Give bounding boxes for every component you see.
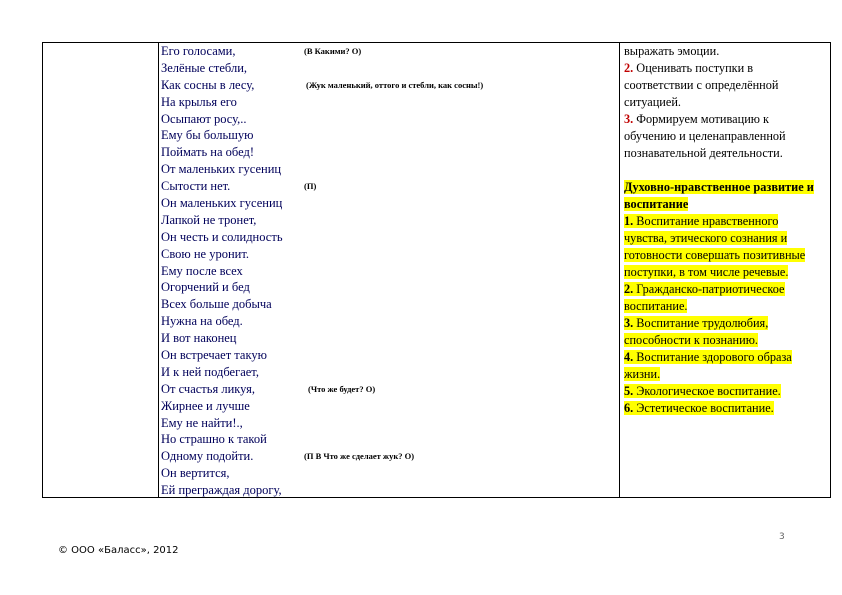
poem-line <box>161 415 616 432</box>
education-text: Экологическое воспитание. <box>633 384 781 398</box>
poem-line-text: И к ней подбегает, <box>161 364 259 379</box>
poem-line <box>161 313 616 330</box>
poem-line <box>161 161 616 178</box>
poem-line-text: Огорчений и бед <box>161 280 250 295</box>
poem-line <box>161 431 616 448</box>
teacher-note: (Жук маленький, оттого и стебли, как сосны!) <box>306 79 484 90</box>
education-list <box>624 213 820 417</box>
education-item <box>624 281 820 315</box>
education-text: Эстетическое воспитание. <box>633 401 774 415</box>
poem-line-text: От маленьких гусениц <box>161 162 282 177</box>
poem-line-text: Ей преграждая дорогу, <box>161 483 282 498</box>
poem-line <box>161 465 616 482</box>
poem-line-text: Он честь и солидность <box>161 229 283 244</box>
goal-item <box>624 60 820 111</box>
goal-number: 3. <box>624 112 634 126</box>
education-item <box>624 383 820 400</box>
poem-line-text: Одному подойти. <box>161 449 254 464</box>
poem-line-text: Зелёные стебли, <box>161 60 248 75</box>
poem-line <box>161 246 616 263</box>
poem-line-text: Ему не найти!., <box>161 415 243 430</box>
poem-line <box>161 229 616 246</box>
education-number: 2. <box>624 282 634 296</box>
poem-line <box>161 178 616 195</box>
teacher-note: (Что же будет? О) <box>308 383 376 394</box>
poem-line-text: И вот наконец <box>161 331 237 346</box>
education-number: 4. <box>624 350 634 364</box>
goal-number: 2. <box>624 61 634 75</box>
poem-line-text: Его голосами, <box>161 44 236 58</box>
poem-line-text: Ему после всех <box>161 263 243 278</box>
poem-line <box>161 263 616 280</box>
section-heading: Духовно-нравственное развитие и воспитание <box>624 180 814 211</box>
education-item <box>624 213 820 281</box>
poem-line-text: Свою не уронит. <box>161 246 250 261</box>
teacher-note: (П В Что же сделает жук? О) <box>304 451 415 462</box>
education-text: Гражданско-патриотическое воспитание. <box>624 282 785 313</box>
goal-item <box>624 111 820 162</box>
goal-item <box>624 43 820 60</box>
poem-line-text: Ему бы большую <box>161 128 254 143</box>
poem-line-text: Сытости нет. <box>161 179 231 194</box>
education-text: Воспитание здорового образа жизни. <box>624 350 792 381</box>
education-number: 3. <box>624 316 634 330</box>
poem-line <box>161 381 616 398</box>
poem-column <box>161 43 616 499</box>
goal-text: Оценивать поступки в соответствии с определённой ситуацией. <box>624 61 779 109</box>
poem-line <box>161 127 616 144</box>
poem-line <box>161 347 616 364</box>
poem-line-text: Он маленьких гусениц <box>161 196 283 211</box>
poem-line <box>161 77 616 94</box>
poem-line-text: Поймать на обед! <box>161 145 255 160</box>
poem-line-text: От счастья ликуя, <box>161 381 255 396</box>
poem-line <box>161 212 616 229</box>
goal-text: выражать эмоции. <box>624 44 720 58</box>
poem-line-text: Всех больше добыча <box>161 297 272 312</box>
poem-line-text: Лапкой не тронет, <box>161 212 257 227</box>
page-number: 3 <box>779 532 785 542</box>
poem-line-text: Но страшно к такой <box>161 432 267 447</box>
education-text: Воспитание нравственного чувства, этического сознания и готовности совершать позитивные поступки, в том числе речевые. <box>624 214 806 279</box>
education-item <box>624 315 820 349</box>
copyright-footer: © ООО «Баласс», 2012 <box>58 545 179 556</box>
education-item <box>624 349 820 383</box>
education-text: Воспитание трудолюбия, способности к познанию. <box>624 316 769 347</box>
poem-line <box>161 94 616 111</box>
poem-line-text: Нужна на обед. <box>161 314 243 329</box>
education-item <box>624 400 820 417</box>
poem-line-text: Жирнее и лучше <box>161 398 250 413</box>
poem-line <box>161 279 616 296</box>
poem-line-text: Он вертится, <box>161 466 230 481</box>
poem-line-text: Как сосны в лесу, <box>161 77 255 92</box>
education-number: 1. <box>624 214 634 228</box>
education-number: 6. <box>624 401 634 415</box>
goals-column <box>624 43 820 417</box>
teacher-note: (В Какими? О) <box>304 46 362 56</box>
teacher-note: (П) <box>304 181 317 192</box>
poem-line-text: Он встречает такую <box>161 348 267 363</box>
column-divider-left <box>158 42 159 498</box>
poem-line <box>161 330 616 347</box>
poem-line <box>161 296 616 313</box>
poem-line <box>161 43 616 60</box>
poem-line <box>161 111 616 128</box>
poem-line <box>161 195 616 212</box>
goals-intro <box>624 43 820 162</box>
poem-line-text: На крылья его <box>161 94 237 109</box>
poem-line <box>161 448 616 465</box>
goal-text: Формируем мотивацию к обучению и целенаправленной познавательной деятельности. <box>624 112 786 160</box>
poem-line-text: Осыпают росу,.. <box>161 111 247 126</box>
poem-line <box>161 144 616 161</box>
poem-line <box>161 364 616 381</box>
poem-line <box>161 482 616 499</box>
education-number: 5. <box>624 384 634 398</box>
column-divider-right <box>619 42 620 498</box>
poem-line <box>161 60 616 77</box>
poem-line <box>161 398 616 415</box>
